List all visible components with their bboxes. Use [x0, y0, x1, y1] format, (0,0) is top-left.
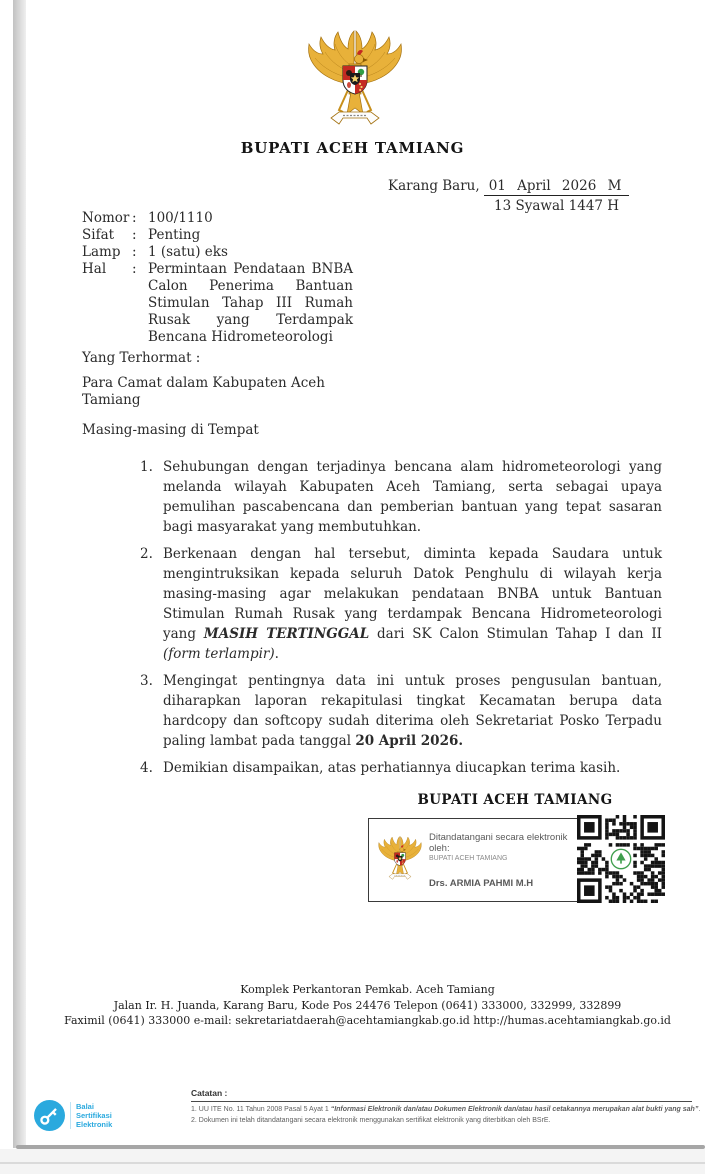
dateline	[388, 178, 629, 214]
date-hijri: 13 Syawal 1447 H	[494, 198, 620, 214]
meta-value-lamp: 1 (satu) eks	[148, 244, 228, 260]
meta-value-sifat: Penting	[148, 227, 201, 243]
meta-colon: :	[132, 210, 137, 226]
meta-row-lamp	[82, 244, 353, 261]
electronic-signature-stamp	[368, 818, 579, 902]
letterhead-title: BUPATI ACEH TAMIANG	[240, 139, 465, 157]
item-text: Sehubungan dengan terjadinya bencana alam hidrometeorologi yang melanda wilayah Kabupaten Aceh Tamiang, serta sebagai upaya pemulihan pascabencana dan pemberian bantuan yang tepat sasaran bagi masyarakat yang membutuhkan.	[163, 459, 662, 535]
meta-value-hal: Permintaan Pendataan BNBA Calon Penerima Bantuan Stimulan Tahap III Rumah Rusak yang Terdampak Bencana Hidrometeorologi	[148, 261, 353, 345]
item-text: Demikian disampaikan, atas perhatiannya diucapkan terima kasih.	[163, 760, 621, 776]
meta-label: Lamp	[82, 244, 121, 260]
stamp-text-block	[429, 832, 578, 889]
body-item-3	[140, 671, 662, 751]
deadline-date: 20 April 2026.	[355, 733, 464, 749]
page-left-edge	[13, 0, 26, 1148]
meta-row-sifat	[82, 227, 353, 244]
recipient-location: Masing-masing di Tempat	[82, 422, 259, 438]
item-number: 2.	[140, 546, 153, 562]
signature-title: BUPATI ACEH TAMIANG	[417, 792, 613, 808]
meta-row-hal	[82, 261, 353, 346]
signer-name: Drs. ARMIA PAHMI M.H	[429, 877, 534, 889]
attachment-note: (form terlampir)	[163, 646, 275, 662]
item-text: Berkenaan dengan hal tersebut, diminta kepada Saudara untuk mengintruksikan kepada seluruh Datok Penghulu di wilayah kerja masing-masing agar melakukan pendataan BNBA untuk Bantuan Stimulan Rumah Rusak yang terdampak Bencana Hidrometeorologi yang MASIH TERTINGGAL dari SK Calon Stimulan Tahap I dan II (form terlampir).	[163, 546, 663, 662]
note-1-quote: “Informasi Elektronik dan/atau Dokumen Elektronik dan/atau hasil cetakannya merupakan alat bukti yang sah”	[330, 1106, 699, 1113]
notes-divider	[191, 1101, 692, 1102]
bsre-logo	[34, 1100, 112, 1131]
date-gregorian: 01 April 2026 M	[484, 178, 630, 196]
garuda-pancasila-emblem-icon	[377, 833, 423, 887]
letter-footer	[40, 982, 695, 1029]
body-item-4	[140, 758, 662, 778]
bsre-key-icon	[34, 1100, 65, 1131]
bsre-logo-text: Balai Sertifikasi Elektronik	[70, 1102, 112, 1129]
garuda-pancasila-emblem-icon	[305, 26, 405, 138]
note-1: 1. UU ITE No. 11 Tahun 2008 Pasal 5 Ayat 1 “Informasi Elektronik dan/atau Dokumen Elektronik dan/atau hasil cetakannya merupakan alat bukti yang sah”.	[191, 1106, 701, 1113]
recipient-block	[82, 350, 330, 439]
recipient-salutation: Yang Terhormat :	[82, 350, 201, 366]
notes-heading: Catatan :	[191, 1088, 228, 1098]
notes-block	[191, 1088, 701, 1126]
qr-code-icon	[577, 815, 665, 903]
footer-line3: Faximil (0641) 333000 e-mail: sekretariatdaerah@acehtamiangkab.go.id http://humas.acehtamiangkab.go.id	[64, 1014, 671, 1027]
meta-colon: :	[132, 244, 137, 260]
meta-label: Hal	[82, 261, 107, 277]
note-2: 2. Dokumen ini telah ditandatangani secara elektronik menggunakan sertifikat elektronik yang diterbitkan oleh BSrE.	[191, 1116, 551, 1124]
stamp-line1: Ditandatangani secara elektronik oleh:	[429, 831, 568, 854]
meta-colon: :	[132, 227, 137, 243]
letter-meta	[82, 210, 353, 346]
footer-line2: Jalan Ir. H. Juanda, Karang Baru, Kode Pos 24476 Telepon (0641) 333000, 332999, 332899	[113, 998, 622, 1012]
body-item-1	[140, 457, 662, 537]
page-background	[0, 1149, 705, 1174]
meta-label: Sifat	[82, 227, 115, 243]
footer-line1: Komplek Perkantoran Pemkab. Aceh Tamiang	[240, 983, 495, 996]
item-text: Mengingat pentingnya data ini untuk proses pengusulan bantuan, diharapkan laporan rekapitulasi tingkat Kecamatan berupa data hardcopy dan softcopy sudah diterima oleh Sekretariat Posko Terpadu paling lambat pada tanggal 20 April 2026.	[163, 673, 662, 749]
meta-row-nomor	[82, 210, 353, 227]
item-number: 1.	[140, 459, 153, 475]
item-number: 3.	[140, 673, 153, 689]
recipient-name: Para Camat dalam Kabupaten Aceh Tamiang	[82, 375, 325, 408]
emphasis-masih-tertinggal: MASIH TERTINGGAL	[203, 626, 370, 642]
meta-value-nomor: 100/1110	[148, 210, 213, 226]
stamp-line2: BUPATI ACEH TAMIANG	[429, 854, 508, 862]
dateline-place: Karang Baru,	[388, 178, 480, 194]
meta-colon: :	[132, 261, 137, 277]
letter-body	[140, 457, 662, 785]
meta-label: Nomor	[82, 210, 130, 226]
item-number: 4.	[140, 760, 153, 776]
body-item-2	[140, 544, 662, 664]
